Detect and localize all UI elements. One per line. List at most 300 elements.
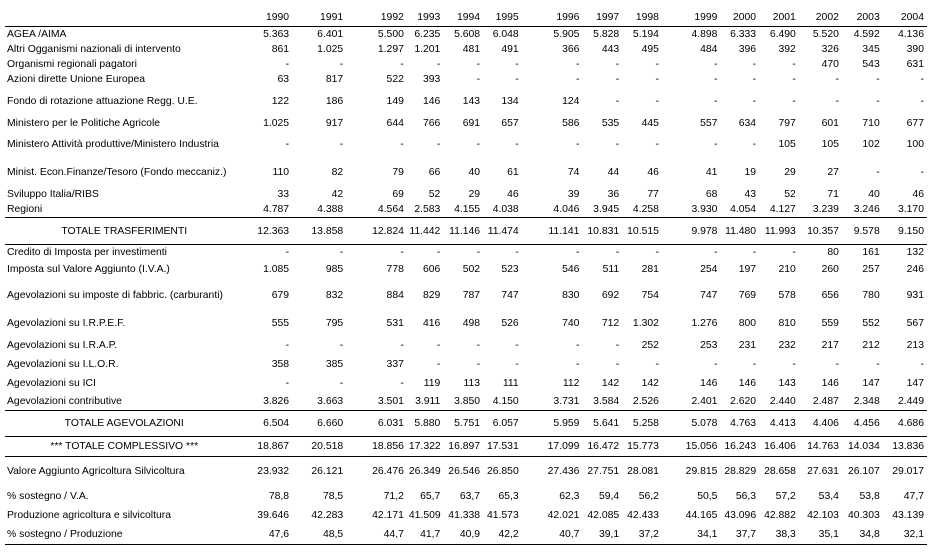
value-cell: 46 xyxy=(507,188,519,200)
row-label: Agevolazioni su I.R.A.P. xyxy=(7,339,118,351)
value-cell: - xyxy=(515,246,519,258)
value-cell: 4.686 xyxy=(883,411,927,437)
value-cell: 40,9 xyxy=(443,526,483,545)
value-cell: 28.829 xyxy=(724,466,757,478)
value-cell: 10.357 xyxy=(799,218,842,245)
value-cell: 2.401 xyxy=(662,393,721,411)
value-cell: 5.959 xyxy=(522,411,583,437)
table-row xyxy=(5,506,927,526)
row-label: Agevolazioni su ICI xyxy=(7,377,96,389)
value-cell: 491 xyxy=(501,43,519,55)
value-cell: - xyxy=(515,139,519,150)
table-row xyxy=(5,487,927,506)
value-cell: - xyxy=(575,58,580,70)
table-row xyxy=(5,374,927,393)
value-cell: - xyxy=(792,358,796,370)
value-cell: 46 xyxy=(912,188,924,200)
value-cell: - xyxy=(876,167,880,178)
value-cell: 522 xyxy=(386,74,404,85)
value-cell: 113 xyxy=(463,377,481,389)
value-cell: 112 xyxy=(562,377,580,389)
header-row xyxy=(5,8,927,27)
value-cell: 13.836 xyxy=(883,437,927,457)
value-cell: 443 xyxy=(601,43,620,55)
value-cell: 2.620 xyxy=(720,393,759,411)
value-cell: 552 xyxy=(862,317,880,329)
value-cell: 146 xyxy=(821,377,839,389)
value-cell: 559 xyxy=(821,317,839,329)
value-cell: 5.641 xyxy=(582,411,622,437)
row-label: Sviluppo Italia/RIBS xyxy=(7,188,99,200)
value-cell: 4.150 xyxy=(483,393,522,411)
value-cell: 495 xyxy=(641,43,659,55)
value-cell: 390 xyxy=(906,43,924,55)
value-cell: 4.155 xyxy=(443,202,483,218)
value-cell: - xyxy=(285,377,290,389)
value-cell: 985 xyxy=(325,264,344,275)
year-header: 1992 xyxy=(346,8,407,27)
value-cell: 36 xyxy=(607,188,620,200)
value-cell: 63,7 xyxy=(459,490,481,502)
value-cell: - xyxy=(476,339,481,351)
value-cell: 2.449 xyxy=(883,393,927,411)
value-cell: 4.406 xyxy=(799,411,842,437)
value-cell: 29.017 xyxy=(892,466,924,478)
table-row xyxy=(5,72,927,88)
value-cell: - xyxy=(835,358,839,370)
value-cell: 766 xyxy=(422,117,441,129)
value-cell: 260 xyxy=(821,264,839,275)
value-cell: 4.413 xyxy=(759,411,799,437)
value-cell: 555 xyxy=(271,317,290,329)
value-cell: - xyxy=(615,139,620,150)
table-row xyxy=(5,355,927,374)
value-cell: 34,8 xyxy=(842,526,883,545)
value-cell: 29 xyxy=(468,188,481,200)
value-cell: 470 xyxy=(821,58,839,70)
value-cell: - xyxy=(615,339,620,351)
value-cell: 39 xyxy=(567,188,580,200)
table-row xyxy=(5,311,927,336)
value-cell: 634 xyxy=(738,117,757,129)
table-row xyxy=(5,159,927,187)
value-cell: 6.057 xyxy=(483,411,522,437)
row-label: Organismi regionali pagatori xyxy=(7,58,137,70)
value-cell: 11.141 xyxy=(522,218,583,245)
value-cell: 5.905 xyxy=(553,28,580,40)
value-cell: 3.584 xyxy=(582,393,622,411)
value-cell: 42.283 xyxy=(311,510,344,521)
value-cell: 1.276 xyxy=(691,317,718,329)
row-label: Fondo di rotazione attuazione Regg. U.E. xyxy=(7,96,198,107)
value-cell: 2.583 xyxy=(407,202,443,218)
value-cell: 861 xyxy=(271,43,290,55)
value-cell: 42.882 xyxy=(764,510,796,521)
value-cell: 124 xyxy=(562,96,580,107)
value-cell: 146 xyxy=(738,377,757,389)
value-cell: 4.592 xyxy=(853,28,880,40)
data-table xyxy=(5,8,927,545)
value-cell: 74 xyxy=(567,167,580,178)
value-cell: 111 xyxy=(502,377,519,389)
value-cell: 146 xyxy=(422,96,441,107)
row-label: Agevolazioni su I.R.P.E.F. xyxy=(7,317,126,329)
value-cell: 44 xyxy=(607,167,620,178)
value-cell: - xyxy=(575,339,580,351)
value-cell: 11.442 xyxy=(407,218,443,245)
value-cell: 29.815 xyxy=(685,466,718,478)
value-cell: 16.243 xyxy=(720,437,759,457)
value-cell: 800 xyxy=(738,317,757,329)
value-cell: 105 xyxy=(778,139,796,150)
value-cell: 11.146 xyxy=(443,218,483,245)
year-header: 1990 xyxy=(244,8,293,27)
value-cell: 829 xyxy=(422,289,441,301)
table-row xyxy=(5,131,927,159)
value-cell: - xyxy=(792,58,796,70)
row-label: Produzione agricoltura e silvicoltura xyxy=(7,510,172,521)
value-cell: 16.406 xyxy=(759,437,799,457)
value-cell: 63 xyxy=(277,74,290,85)
value-cell: - xyxy=(655,96,659,107)
value-cell: - xyxy=(615,58,620,70)
value-cell: 6.660 xyxy=(292,411,346,437)
value-cell: 557 xyxy=(700,117,718,129)
value-cell: 9.978 xyxy=(662,218,721,245)
value-cell: 19 xyxy=(744,167,757,178)
value-cell: 59,4 xyxy=(598,490,620,502)
value-cell: - xyxy=(752,96,757,107)
value-cell: - xyxy=(436,358,441,370)
value-cell: 40 xyxy=(468,167,481,178)
value-cell: 6.333 xyxy=(730,28,757,40)
value-cell: 20.518 xyxy=(292,437,346,457)
value-cell: - xyxy=(615,96,620,107)
value-cell: 656 xyxy=(821,289,839,301)
value-cell: - xyxy=(752,139,757,150)
value-cell: 143 xyxy=(462,96,481,107)
value-cell: 5.828 xyxy=(593,28,620,40)
value-cell: 679 xyxy=(271,289,290,301)
value-cell: 523 xyxy=(501,264,519,275)
value-cell: 393 xyxy=(422,74,441,85)
value-cell: - xyxy=(792,96,796,107)
value-cell: 34,1 xyxy=(662,526,721,545)
value-cell: 4.136 xyxy=(897,28,924,40)
value-cell: 102 xyxy=(862,139,880,150)
value-cell: 69 xyxy=(392,188,404,200)
value-cell: 1.302 xyxy=(632,317,659,329)
value-cell: - xyxy=(655,246,659,258)
row-label: Imposta sul Valore Aggiunto (I.V.A.) xyxy=(7,264,170,275)
year-header: 1994 xyxy=(443,8,483,27)
value-cell: 41.338 xyxy=(448,510,481,521)
value-cell: 5.751 xyxy=(443,411,483,437)
value-cell: 197 xyxy=(738,264,757,275)
value-cell: 82 xyxy=(331,167,344,178)
value-cell: - xyxy=(713,74,718,85)
value-cell: 231 xyxy=(738,339,757,351)
value-cell: - xyxy=(400,377,404,389)
value-cell: 5.500 xyxy=(377,28,404,40)
value-cell: 3.911 xyxy=(407,393,443,411)
row-label: Altri Ogganismi nazionali di intervento xyxy=(7,43,181,55)
value-cell: 3.850 xyxy=(443,393,483,411)
year-header: 2004 xyxy=(883,8,927,27)
value-cell: 53,8 xyxy=(859,490,880,502)
value-cell: 48,5 xyxy=(292,526,346,545)
value-cell: - xyxy=(515,74,519,85)
value-cell: 26.546 xyxy=(448,466,481,478)
value-cell: 52 xyxy=(784,188,796,200)
value-cell: 77 xyxy=(647,188,659,200)
value-cell: 917 xyxy=(325,117,344,129)
value-cell: 42,2 xyxy=(483,526,522,545)
value-cell: 5.194 xyxy=(632,28,659,40)
value-cell: 10.515 xyxy=(622,218,662,245)
value-cell: - xyxy=(920,167,924,178)
table-row xyxy=(5,42,927,57)
table-row xyxy=(5,27,927,42)
row-label: Agevolazioni contributive xyxy=(5,393,244,411)
value-cell: 1.025 xyxy=(263,117,290,129)
value-cell: 6.235 xyxy=(414,28,441,40)
value-cell: 61 xyxy=(507,167,519,178)
value-cell: 41.573 xyxy=(486,510,519,521)
value-cell: 14.034 xyxy=(842,437,883,457)
total-row xyxy=(5,411,927,437)
value-cell: 531 xyxy=(386,317,404,329)
value-cell: 13.858 xyxy=(292,218,346,245)
row-label: Agevolazioni su I.L.O.R. xyxy=(7,358,119,370)
total-row xyxy=(5,218,927,245)
value-cell: 11.480 xyxy=(720,218,759,245)
value-cell: 27.751 xyxy=(587,466,620,478)
value-cell: - xyxy=(285,58,290,70)
value-cell: - xyxy=(476,139,481,150)
value-cell: 43 xyxy=(744,188,757,200)
value-cell: 5.363 xyxy=(263,28,290,40)
row-label: *** TOTALE COMPLESSIVO *** xyxy=(5,437,244,457)
value-cell: 17.322 xyxy=(407,437,443,457)
value-cell: 769 xyxy=(738,289,757,301)
value-cell: 122 xyxy=(271,96,290,107)
value-cell: 12.824 xyxy=(346,218,407,245)
value-cell: 817 xyxy=(325,74,344,85)
value-cell: 778 xyxy=(386,264,404,275)
value-cell: 217 xyxy=(821,339,839,351)
value-cell: 780 xyxy=(862,289,880,301)
value-cell: 17.099 xyxy=(522,437,583,457)
row-label: Ministero Attività produttive/Ministero Industria xyxy=(7,139,219,150)
value-cell: - xyxy=(752,358,757,370)
value-cell: 23.932 xyxy=(257,466,290,478)
value-cell: 712 xyxy=(601,317,620,329)
row-label: TOTALE TRASFERIMENTI xyxy=(5,218,244,245)
value-cell: 606 xyxy=(422,264,441,275)
value-cell: - xyxy=(339,377,344,389)
value-cell: 884 xyxy=(386,289,404,301)
value-cell: - xyxy=(792,74,796,85)
row-label: Agevolazioni su imposte di fabbric. (carburanti) xyxy=(7,289,223,301)
value-cell: 15.773 xyxy=(622,437,662,457)
value-cell: 6.031 xyxy=(346,411,407,437)
value-cell: - xyxy=(575,246,580,258)
table-row xyxy=(5,202,927,218)
value-cell: 17.531 xyxy=(483,437,522,457)
value-cell: 39.646 xyxy=(257,510,290,521)
value-cell: 65,3 xyxy=(498,490,519,502)
value-cell: 35,1 xyxy=(799,526,842,545)
year-header: 2002 xyxy=(799,8,842,27)
value-cell: 2.487 xyxy=(799,393,842,411)
value-cell: 105 xyxy=(821,139,839,150)
value-cell: - xyxy=(515,58,519,70)
value-cell: 535 xyxy=(601,117,620,129)
value-cell: 40 xyxy=(868,188,880,200)
table-row xyxy=(5,88,927,116)
value-cell: 511 xyxy=(602,264,620,275)
value-cell: 28.658 xyxy=(764,466,796,478)
value-cell: 253 xyxy=(700,339,718,351)
value-cell: 6.401 xyxy=(317,28,344,40)
value-cell: 1.025 xyxy=(317,43,344,55)
value-cell: 5.078 xyxy=(662,411,721,437)
value-cell: - xyxy=(713,139,718,150)
value-cell: - xyxy=(436,339,441,351)
value-cell: 210 xyxy=(778,264,796,275)
value-cell: 4.038 xyxy=(483,202,522,218)
value-cell: 810 xyxy=(778,317,796,329)
value-cell: 42.433 xyxy=(627,510,659,521)
value-cell: 481 xyxy=(462,43,481,55)
value-cell: 3.170 xyxy=(883,202,927,218)
total-row xyxy=(5,437,927,457)
value-cell: 4.046 xyxy=(522,202,583,218)
value-cell: 132 xyxy=(906,246,924,258)
table-row xyxy=(5,245,927,260)
value-cell: - xyxy=(655,74,659,85)
value-cell: - xyxy=(400,339,404,351)
value-cell: 4.564 xyxy=(346,202,407,218)
value-cell: 6.048 xyxy=(492,28,519,40)
value-cell: 44,7 xyxy=(346,526,407,545)
value-cell: 5.880 xyxy=(407,411,443,437)
value-cell: 4.456 xyxy=(842,411,883,437)
value-cell: 26.121 xyxy=(311,466,344,478)
value-cell: 4.898 xyxy=(691,28,718,40)
table-row xyxy=(5,336,927,355)
value-cell: - xyxy=(792,246,796,258)
value-cell: 787 xyxy=(462,289,481,301)
value-cell: 52 xyxy=(428,188,441,200)
value-cell: 27.436 xyxy=(547,466,580,478)
row-label: Minist. Econ.Finanze/Tesoro (Fondo meccaniz.) xyxy=(7,167,227,178)
value-cell: 134 xyxy=(501,96,519,107)
value-cell: - xyxy=(400,58,404,70)
value-cell: 9.578 xyxy=(842,218,883,245)
value-cell: 601 xyxy=(821,117,839,129)
value-cell: 657 xyxy=(501,117,519,129)
value-cell: - xyxy=(285,246,290,258)
value-cell: 65,7 xyxy=(420,490,441,502)
value-cell: 47,6 xyxy=(244,526,293,545)
row-label: Regioni xyxy=(5,202,244,218)
value-cell: 142 xyxy=(641,377,659,389)
value-cell: 42.021 xyxy=(547,510,580,521)
value-cell: 11.474 xyxy=(483,218,522,245)
year-header: 1996 xyxy=(522,8,583,27)
value-cell: - xyxy=(476,246,481,258)
value-cell: 71,2 xyxy=(383,490,404,502)
value-cell: 254 xyxy=(700,264,718,275)
value-cell: 26.349 xyxy=(408,466,441,478)
table-row xyxy=(5,526,927,545)
value-cell: - xyxy=(876,74,880,85)
value-cell: 484 xyxy=(700,43,718,55)
row-label: AGEA /AIMA xyxy=(7,28,67,40)
value-cell: 797 xyxy=(778,117,796,129)
value-cell: 2.440 xyxy=(759,393,799,411)
value-cell: 5.520 xyxy=(812,28,839,40)
value-cell: 754 xyxy=(641,289,659,301)
value-cell: 366 xyxy=(562,43,580,55)
value-cell: 3.246 xyxy=(842,202,883,218)
value-cell: 396 xyxy=(738,43,757,55)
value-cell: 445 xyxy=(641,117,659,129)
value-cell: 830 xyxy=(562,289,580,301)
value-cell: 677 xyxy=(906,117,924,129)
value-cell: - xyxy=(400,139,404,150)
value-cell: 345 xyxy=(862,43,880,55)
value-cell: 5.258 xyxy=(622,411,662,437)
value-cell: - xyxy=(713,246,718,258)
value-cell: 326 xyxy=(821,43,839,55)
value-cell: 26.850 xyxy=(486,466,519,478)
value-cell: 3.501 xyxy=(346,393,407,411)
row-label: % sostegno / V.A. xyxy=(7,490,89,502)
value-cell: 747 xyxy=(501,289,519,301)
value-cell: - xyxy=(615,358,620,370)
value-cell: 27.631 xyxy=(807,466,839,478)
value-cell: 691 xyxy=(462,117,481,129)
value-cell: - xyxy=(713,358,718,370)
value-cell: - xyxy=(476,58,481,70)
value-cell: 43.096 xyxy=(724,510,757,521)
value-cell: 498 xyxy=(462,317,481,329)
value-cell: 40.303 xyxy=(847,510,880,521)
value-cell: 41,7 xyxy=(407,526,443,545)
value-cell: 28.081 xyxy=(627,466,659,478)
table-row xyxy=(5,260,927,280)
value-cell: 57,2 xyxy=(775,490,796,502)
value-cell: 1.297 xyxy=(377,43,404,55)
value-cell: 1.085 xyxy=(263,264,290,275)
value-cell: 29 xyxy=(784,167,796,178)
value-cell: 161 xyxy=(862,246,880,258)
table-row xyxy=(5,116,927,131)
row-label: % sostegno / Produzione xyxy=(5,526,244,545)
value-cell: 358 xyxy=(271,358,290,370)
value-cell: 502 xyxy=(462,264,481,275)
value-cell: 41 xyxy=(705,167,718,178)
value-cell: 26.107 xyxy=(847,466,880,478)
value-cell: - xyxy=(575,139,580,150)
value-cell: 257 xyxy=(862,264,880,275)
value-cell: 33 xyxy=(277,188,290,200)
value-cell: 53,4 xyxy=(818,490,839,502)
value-cell: 50,5 xyxy=(697,490,718,502)
